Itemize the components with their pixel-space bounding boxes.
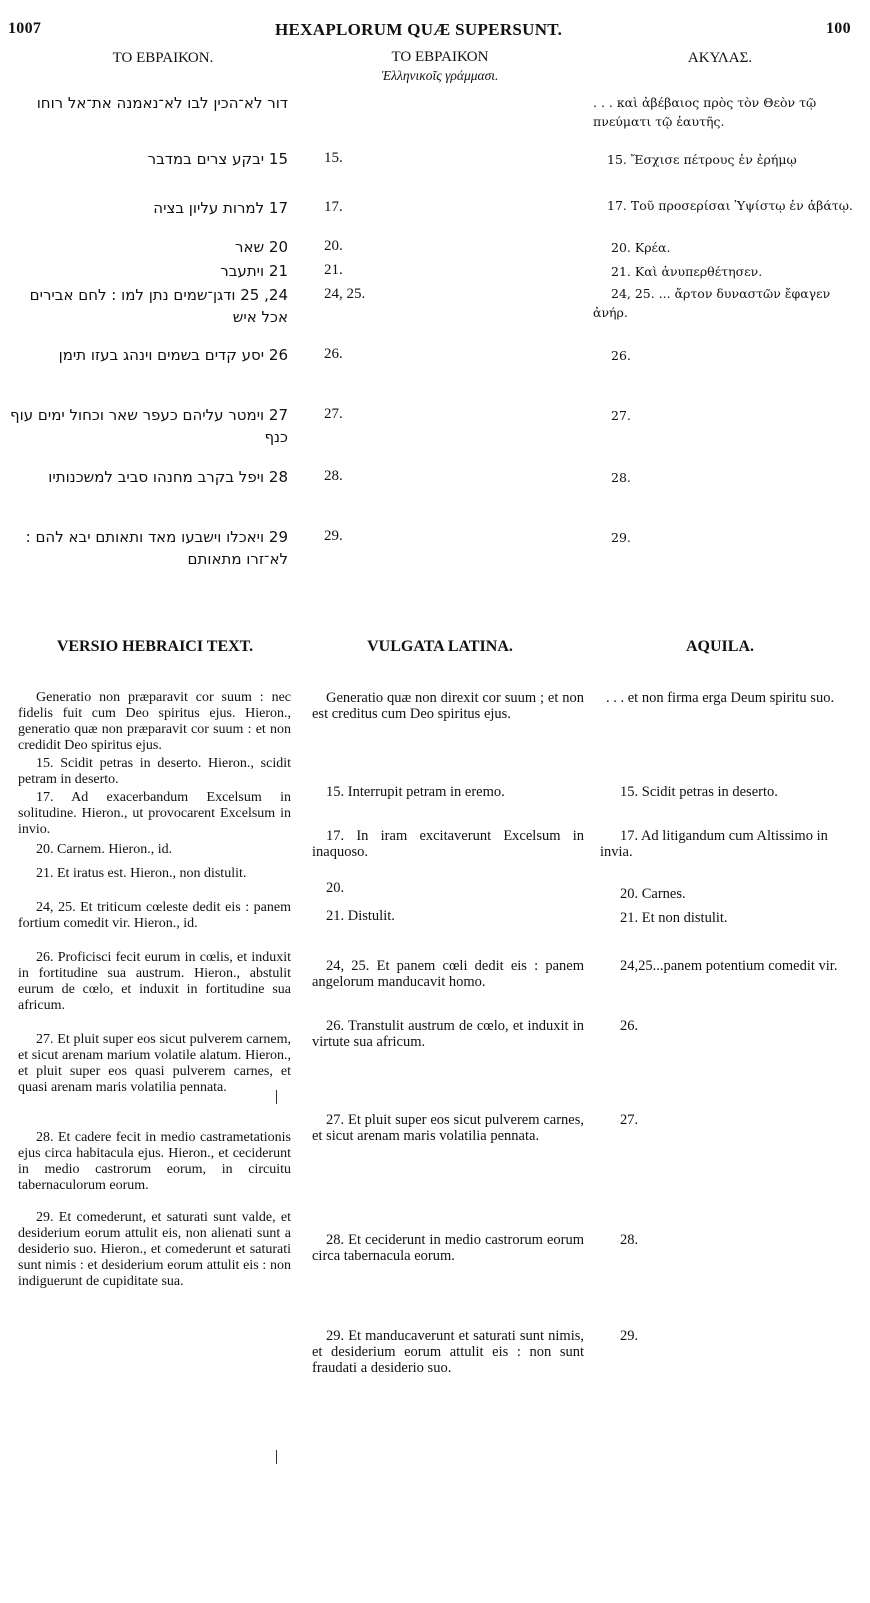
versio-verse-24-25: 24, 25. Et triticum cœleste dedit eis : panem fortium comedit vir. Hieron., id. — [18, 900, 291, 931]
aquila-latin-verse-15: 15. Scidit petras in deserto. — [620, 784, 778, 800]
versio-verse-17: 17. Ad exacerbandum Excelsum in solitudine. Hieron., ut provocarent Excelsum in invio. — [18, 790, 291, 837]
aquila-latin-verse-26: 26. — [620, 1018, 639, 1034]
vulgata-column-header: VULGATA LATINA. — [367, 638, 513, 655]
aquila-latin-verse-24-25: 24,25...panem potentium comedit vir. — [620, 958, 838, 974]
versio-verse-15: 15. Scidit petras in deserto. Hieron., scidit petram in deserto. — [18, 756, 291, 787]
aquila-greek-verse-21: 21. Καὶ ἀνυπερθέτησεν. — [611, 264, 763, 279]
hebrew-verse-26: 26 יסע קדים בשמים וינהג בעזו תימן — [58, 346, 288, 364]
translit-verse-27: 27. — [324, 406, 343, 422]
versio-verse-20: 20. Carnem. Hieron., id. — [36, 842, 173, 857]
translit-column-header: ΤΟ ΕΒΡΑΙΚΟΝ — [391, 49, 489, 65]
aquila-greek-verse-intro: . . . καὶ ἀβέβαιος πρὸς τὸν Θεὸν τῷ πνεύματι τῷ ἑαυτῆς. — [593, 95, 817, 129]
hebrew-verse-21: 21 ויתעבר — [220, 262, 288, 280]
versio-verse-27: 27. Et pluit super eos sicut pulverem carnem, et sicut arenam marium volatile alatum. Hieron., et pluit super eos quasi pulverem carnes, et quasi arenam maris volatilia pennata. — [18, 1032, 291, 1095]
vulgata-verse-21: 21. Distulit. — [326, 908, 395, 924]
versio-intro: Generatio non præparavit cor suum : nec fidelis fuit cum Deo spiritus ejus. Hieron., generatio quæ non præparavit cor suum : et non credidit Deo spiritus ejus. — [18, 690, 291, 753]
hebrew-verse-24-25: 24, 25 ודגן־שמים נתן למו : לחם אבירים אכל איש — [29, 286, 288, 326]
vulgata-verse-26: 26. Transtulit austrum de cœlo, et induxit in virtute sua africum. — [312, 1018, 584, 1050]
aquila-greek-verse-29: 29. — [611, 530, 631, 545]
bracket-mark — [276, 1450, 277, 1464]
running-title: HEXAPLORUM QUÆ SUPERSUNT. — [275, 20, 563, 39]
translit-verse-28: 28. — [324, 468, 343, 484]
vulgata-verse-29: 29. Et manducaverunt et saturati sunt nimis, et desiderium eorum attulit eis : non sunt fraudati a desiderio suo. — [312, 1328, 584, 1376]
vulgata-intro: Generatio quæ non direxit cor suum ; et non est creditus cum Deo spiritus ejus. — [312, 690, 584, 722]
aquila-greek-verse-26: 26. — [611, 348, 631, 363]
vulgata-verse-17: 17. In iram excitaverunt Excelsum in inaquoso. — [312, 828, 584, 860]
hebrew-verse-27: 27 וימטר עליהם כעפר שאר וכחול ימים עוף כנף — [10, 406, 288, 446]
aquila-greek-verse-17: 17. Τοῦ προσερίσαι Ὑψίστῳ ἐν ἀβάτῳ. — [607, 198, 853, 213]
translit-verse-29: 29. — [324, 528, 343, 544]
translit-verse-20: 20. — [324, 238, 343, 254]
aquila-latin-verse-20: 20. Carnes. — [620, 886, 686, 902]
aquila-greek-column-header: ΑΚΥΛΑΣ. — [687, 50, 753, 66]
hebrew-verse-17: 17 למרות עליון בציה — [153, 199, 288, 217]
vulgata-verse-20: 20. — [326, 880, 345, 896]
vulgata-verse-27: 27. Et pluit super eos sicut pulverem carnes, et sicut arenam maris volatilia pennata. — [312, 1112, 584, 1144]
translit-verse-26: 26. — [324, 346, 343, 362]
aquila-greek-verse-28: 28. — [611, 470, 631, 485]
translit-verse-21: 21. — [324, 262, 343, 278]
translit-column-subheader: Ἑλληνικοῖς γράμμασι. — [381, 68, 499, 83]
page-number-right: 100 — [826, 20, 851, 37]
translit-verse-17: 17. — [324, 199, 343, 215]
aquila-greek-verse-20: 20. Κρέα. — [611, 240, 671, 255]
aquila-greek-verse-15: 15. Ἔσχισε πέτρους ἐν ἐρήμῳ — [607, 152, 797, 167]
versio-verse-28: 28. Et cadere fecit in medio castrametationis ejus circa habitacula ejus. Hieron., et ceciderunt in medio castrorum eorum, in circuitu tabernaculorum eorum. — [18, 1130, 291, 1193]
aquila-latin-column-header: AQUILA. — [685, 638, 754, 655]
hebrew-verse-intro: דור לא־הכין לבו לא־נאמנה את־אל רוחו — [36, 94, 288, 112]
aquila-greek-verse-27: 27. — [611, 408, 631, 423]
bracket-mark — [276, 1090, 277, 1104]
hebrew-verse-20: 20 שאר — [235, 238, 288, 256]
versio-verse-29: 29. Et comederunt, et saturati sunt valde, et desiderium eorum attulit eis, non alienati sunt a desiderio suo. Hieron., et comederunt et saturati sunt nimis : et desiderium eorum attulit eis : non indiguerunt de cupiditate sua. — [18, 1210, 291, 1289]
versio-verse-21: 21. Et iratus est. Hieron., non distulit. — [36, 866, 247, 881]
hebrew-verse-28: 28 ויפל בקרב מחנהו סביב למשכנותיו — [48, 468, 288, 486]
vulgata-verse-15: 15. Interrupit petram in eremo. — [326, 784, 505, 800]
page-number-left: 1007 — [8, 20, 42, 37]
aquila-latin-verse-17: 17. Ad litigandum cum Altissimo in invia. — [600, 828, 828, 860]
vulgata-verse-28: 28. Et ceciderunt in medio castrorum eorum circa tabernacula eorum. — [312, 1232, 584, 1264]
aquila-latin-verse-21: 21. Et non distulit. — [620, 910, 728, 926]
hebrew-verse-29: 29 ויאכלו וישבעו מאד ותאותם יבא להם : לא־זרו מתאותם — [25, 528, 288, 568]
hebrew-verse-15: 15 יבקע צרים במדבר — [147, 150, 288, 168]
aquila-latin-verse-28: 28. — [620, 1232, 639, 1248]
aquila-latin-verse-29: 29. — [620, 1328, 639, 1344]
aquila-latin-verse-27: 27. — [620, 1112, 639, 1128]
hebrew-column-header: ΤΟ ΕΒΡΑΙΚΟΝ. — [112, 50, 214, 66]
versio-verse-26: 26. Proficisci fecit eurum in cœlis, et induxit in fortitudine sua austrum. Hieron., abstulit eurum de cœlo, et induxit in fortitudine sua africum. — [18, 950, 291, 1013]
vulgata-verse-24-25: 24, 25. Et panem cœli dedit eis : panem angelorum manducavit homo. — [312, 958, 584, 990]
versio-column-header: VERSIO HEBRAICI TEXT. — [56, 638, 254, 655]
translit-verse-15: 15. — [324, 150, 343, 166]
aquila-latin-intro: . . . et non firma erga Deum spiritu suo. — [606, 690, 835, 706]
aquila-greek-verse-24-25: 24, 25. ... ἄρτον δυναστῶν ἔφαγεν ἀνήρ. — [593, 286, 831, 320]
translit-verse-24-25: 24, 25. — [324, 286, 366, 302]
